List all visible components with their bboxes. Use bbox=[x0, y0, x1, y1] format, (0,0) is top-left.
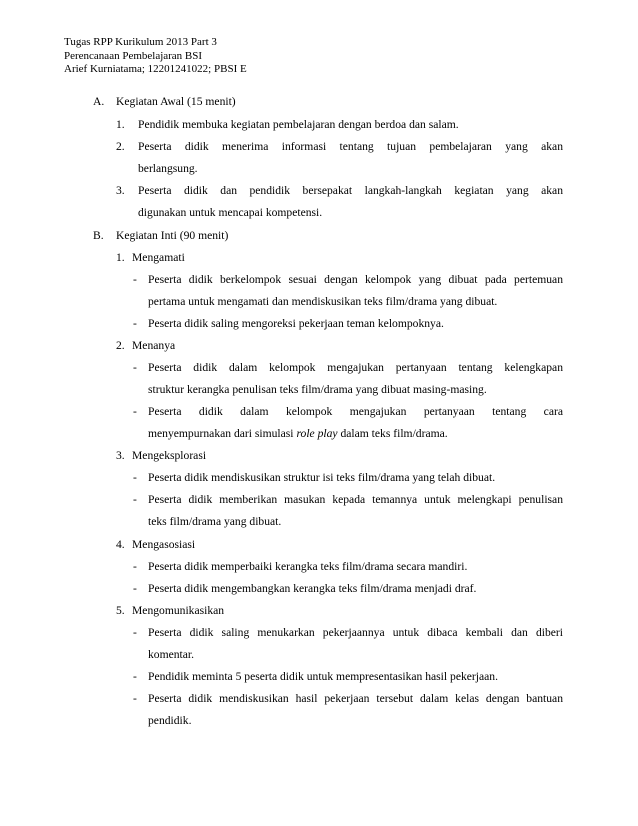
a-item-2-text-line2: berlangsung. bbox=[138, 162, 198, 175]
step-2-bullet-2-line2 bbox=[148, 427, 448, 440]
a-item-3-text-line2: digunakan untuk mencapai kompetensi. bbox=[138, 206, 323, 219]
step-3-bullet-2-line2: teks film/drama yang dibuat. bbox=[148, 515, 282, 528]
step-1-number: 1. bbox=[116, 251, 125, 264]
step-1-title: Mengamati bbox=[132, 251, 185, 264]
a-item-1-text: Pendidik membuka kegiatan pembelajaran dengan berdoa dan salam. bbox=[138, 118, 459, 131]
step-5-bullet-1-line1: Peserta didik saling menukarkan pekerjaannya untuk dibaca kembali dan diberi bbox=[148, 626, 563, 639]
step-3-number: 3. bbox=[116, 449, 125, 462]
step-5-bullet-3-dash: - bbox=[133, 692, 137, 705]
step-2-bullet-2-line1: Peserta didik dalam kelompok mengajukan pertanyaan tentang cara bbox=[148, 405, 563, 418]
step-5-title: Mengomunikasikan bbox=[132, 604, 225, 617]
step-4-bullet-2-dash: - bbox=[133, 582, 137, 595]
step-5-bullet-2-dash: - bbox=[133, 670, 137, 683]
step-2-bullet-1-line2: struktur kerangka penulisan teks film/drama yang dibuat masing-masing. bbox=[148, 383, 487, 396]
step-5-bullet-3-line2: pendidik. bbox=[148, 714, 192, 727]
step-3-bullet-1-dash: - bbox=[133, 471, 137, 484]
step-1-bullet-1-line2: pertama untuk mengamati dan mendiskusikan teks film/drama yang dibuat. bbox=[148, 295, 498, 308]
a-item-3-number: 3. bbox=[116, 184, 125, 197]
header-title: Tugas RPP Kurikulum 2013 Part 3 bbox=[64, 36, 217, 48]
step-1-bullet-1-line1: Peserta didik berkelompok sesuai dengan kelompok yang dibuat pada pertemuan bbox=[148, 273, 563, 286]
step-5-bullet-1-line2: komentar. bbox=[148, 648, 195, 661]
section-a-label: A. bbox=[93, 95, 105, 108]
step-2-bullet-1-dash: - bbox=[133, 361, 137, 374]
step-1-bullet-2-line1: Peserta didik saling mengoreksi pekerjaan teman kelompoknya. bbox=[148, 317, 444, 330]
step-2-bullet-1-line1: Peserta didik dalam kelompok mengajukan pertanyaan tentang kelengkapan bbox=[148, 361, 563, 374]
step-2-bullet-2-dash: - bbox=[133, 405, 137, 418]
step-2-title: Menanya bbox=[132, 339, 176, 352]
step-4-number: 4. bbox=[116, 538, 125, 551]
step-5-number: 5. bbox=[116, 604, 125, 617]
document-header bbox=[64, 36, 247, 77]
a-item-2-text-line1: Peserta didik menerima informasi tentang tujuan pembelajaran yang akan bbox=[138, 140, 563, 153]
step-1-bullet-1-dash: - bbox=[133, 273, 137, 286]
step-3-bullet-2-line1: Peserta didik memberikan masukan kepada temannya untuk melengkapi penulisan bbox=[148, 493, 563, 506]
step-5-bullet-3-line1: Peserta didik mendiskusikan hasil pekerjaan tersebut dalam kelas dengan bantuan bbox=[148, 692, 563, 705]
step-4-title: Mengasosiasi bbox=[132, 538, 196, 551]
section-a-title: Kegiatan Awal (15 menit) bbox=[116, 95, 236, 108]
section-b-title: Kegiatan Inti (90 menit) bbox=[116, 229, 229, 242]
a-item-3-text-line1: Peserta didik dan pendidik bersepakat langkah-langkah kegiatan yang akan bbox=[138, 184, 563, 197]
section-b-label: B. bbox=[93, 229, 104, 242]
step-1-bullet-2-dash: - bbox=[133, 317, 137, 330]
a-item-2-number: 2. bbox=[116, 140, 125, 153]
step-3-bullet-2-dash: - bbox=[133, 493, 137, 506]
step-3-bullet-1-line1: Peserta didik mendiskusikan struktur isi teks film/drama yang telah dibuat. bbox=[148, 471, 496, 484]
step-4-bullet-2-line1: Peserta didik mengembangkan kerangka teks film/drama menjadi draf. bbox=[148, 582, 477, 595]
step-3-title: Mengeksplorasi bbox=[132, 449, 207, 462]
step-5-bullet-2-line1: Pendidik meminta 5 peserta didik untuk mempresentasikan hasil pekerjaan. bbox=[148, 670, 498, 683]
a-item-1-number: 1. bbox=[116, 118, 125, 131]
header-author: Arief Kurniatama; 12201241022; PBSI E bbox=[64, 63, 247, 75]
step-2-bullet-2-line2-start: menyempurnakan dari simulasi bbox=[148, 427, 297, 440]
role-play-italic: role play bbox=[296, 427, 338, 440]
step-2-number: 2. bbox=[116, 339, 125, 352]
step-2-bullet-2-line2-end: dalam teks film/drama. bbox=[337, 427, 448, 440]
header-course: Perencanaan Pembelajaran BSI bbox=[64, 49, 203, 62]
step-5-bullet-1-dash: - bbox=[133, 626, 137, 639]
step-4-bullet-1-dash: - bbox=[133, 560, 137, 573]
step-4-bullet-1-line1: Peserta didik memperbaiki kerangka teks film/drama secara mandiri. bbox=[148, 560, 468, 573]
